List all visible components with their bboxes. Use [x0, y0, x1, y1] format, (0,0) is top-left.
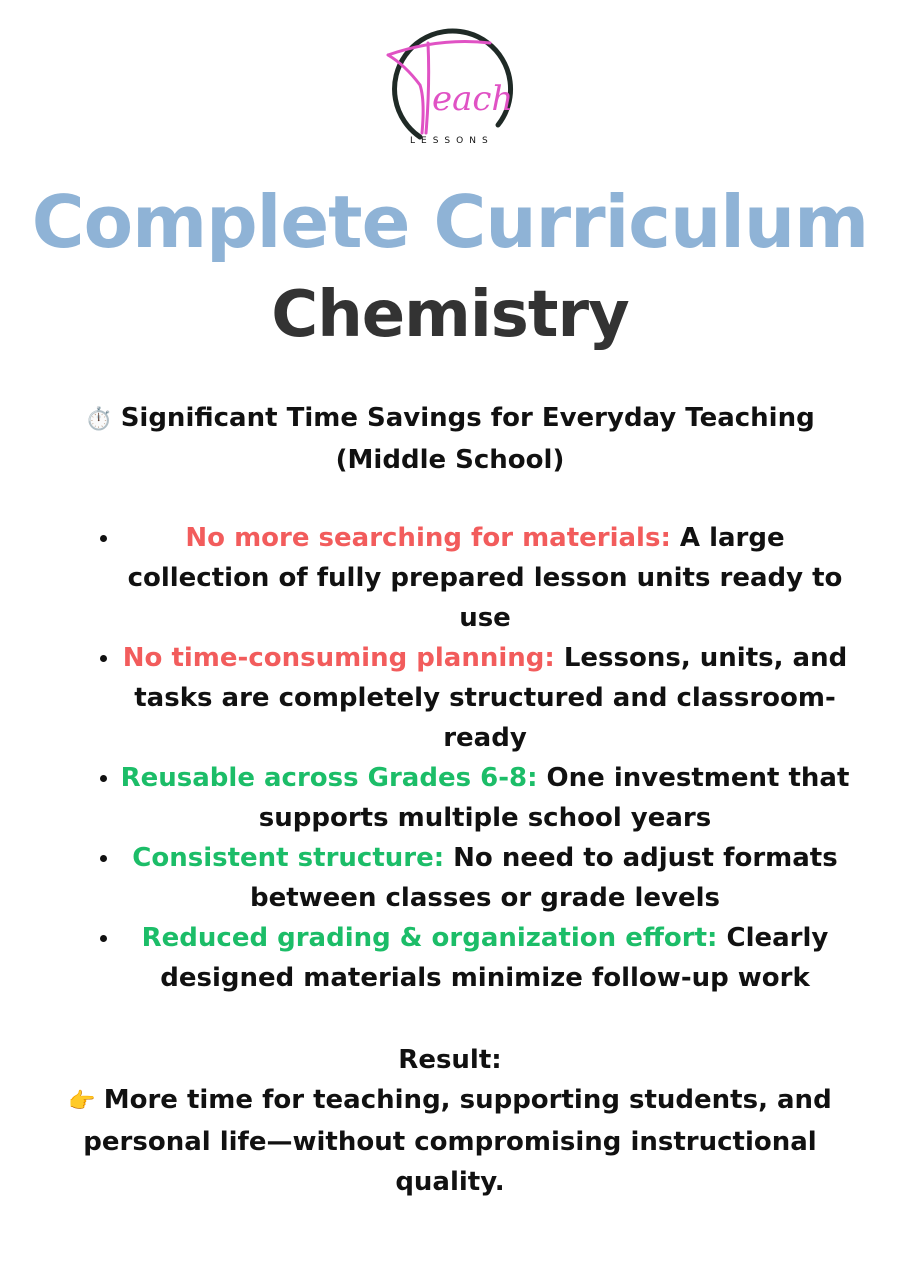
benefits-list	[90, 518, 850, 998]
benefit-label: Consistent structure:	[132, 843, 445, 873]
bullet-icon	[100, 535, 107, 542]
list-item	[90, 518, 850, 638]
headline-text: Significant Time Savings for Everyday Teaching (Middle School)	[120, 403, 815, 475]
list-item	[90, 758, 850, 838]
bullet-icon	[100, 855, 107, 862]
result-section	[60, 1040, 840, 1202]
svg-text:each: each	[432, 79, 514, 119]
benefit-text: One investment that supports multiple school years	[258, 763, 850, 833]
page-title: Complete Curriculum	[31, 180, 869, 264]
benefit-text: Lessons, units, and tasks are completely structured and classroom-ready	[134, 643, 848, 753]
bullet-icon	[100, 655, 107, 662]
pointing-hand-icon: 👉	[68, 1089, 96, 1114]
teach-lessons-logo	[380, 25, 520, 160]
benefit-text: Clearly designed materials minimize follow-up work	[160, 923, 829, 993]
benefit-label: No more searching for materials:	[185, 523, 671, 553]
list-item	[90, 838, 850, 918]
result-heading: Result:	[398, 1045, 502, 1075]
headline	[60, 398, 840, 480]
benefit-text: No need to adjust formats between classes or grade levels	[249, 843, 838, 913]
benefit-text: A large collection of fully prepared lesson units ready to use	[127, 523, 843, 633]
bullet-icon	[100, 935, 107, 942]
list-item	[90, 638, 850, 758]
list-item	[90, 918, 850, 998]
result-text: More time for teaching, supporting students, and personal life—without compromising instructional quality.	[83, 1085, 832, 1197]
benefit-label: Reusable across Grades 6-8:	[120, 763, 538, 793]
subject-title: Chemistry	[271, 278, 629, 352]
svg-text:LESSONS: LESSONS	[410, 136, 494, 146]
benefit-label: No time-consuming planning:	[122, 643, 555, 673]
benefit-label: Reduced grading & organization effort:	[141, 923, 718, 953]
bullet-icon	[100, 775, 107, 782]
stopwatch-icon: ⏱️	[85, 407, 113, 432]
